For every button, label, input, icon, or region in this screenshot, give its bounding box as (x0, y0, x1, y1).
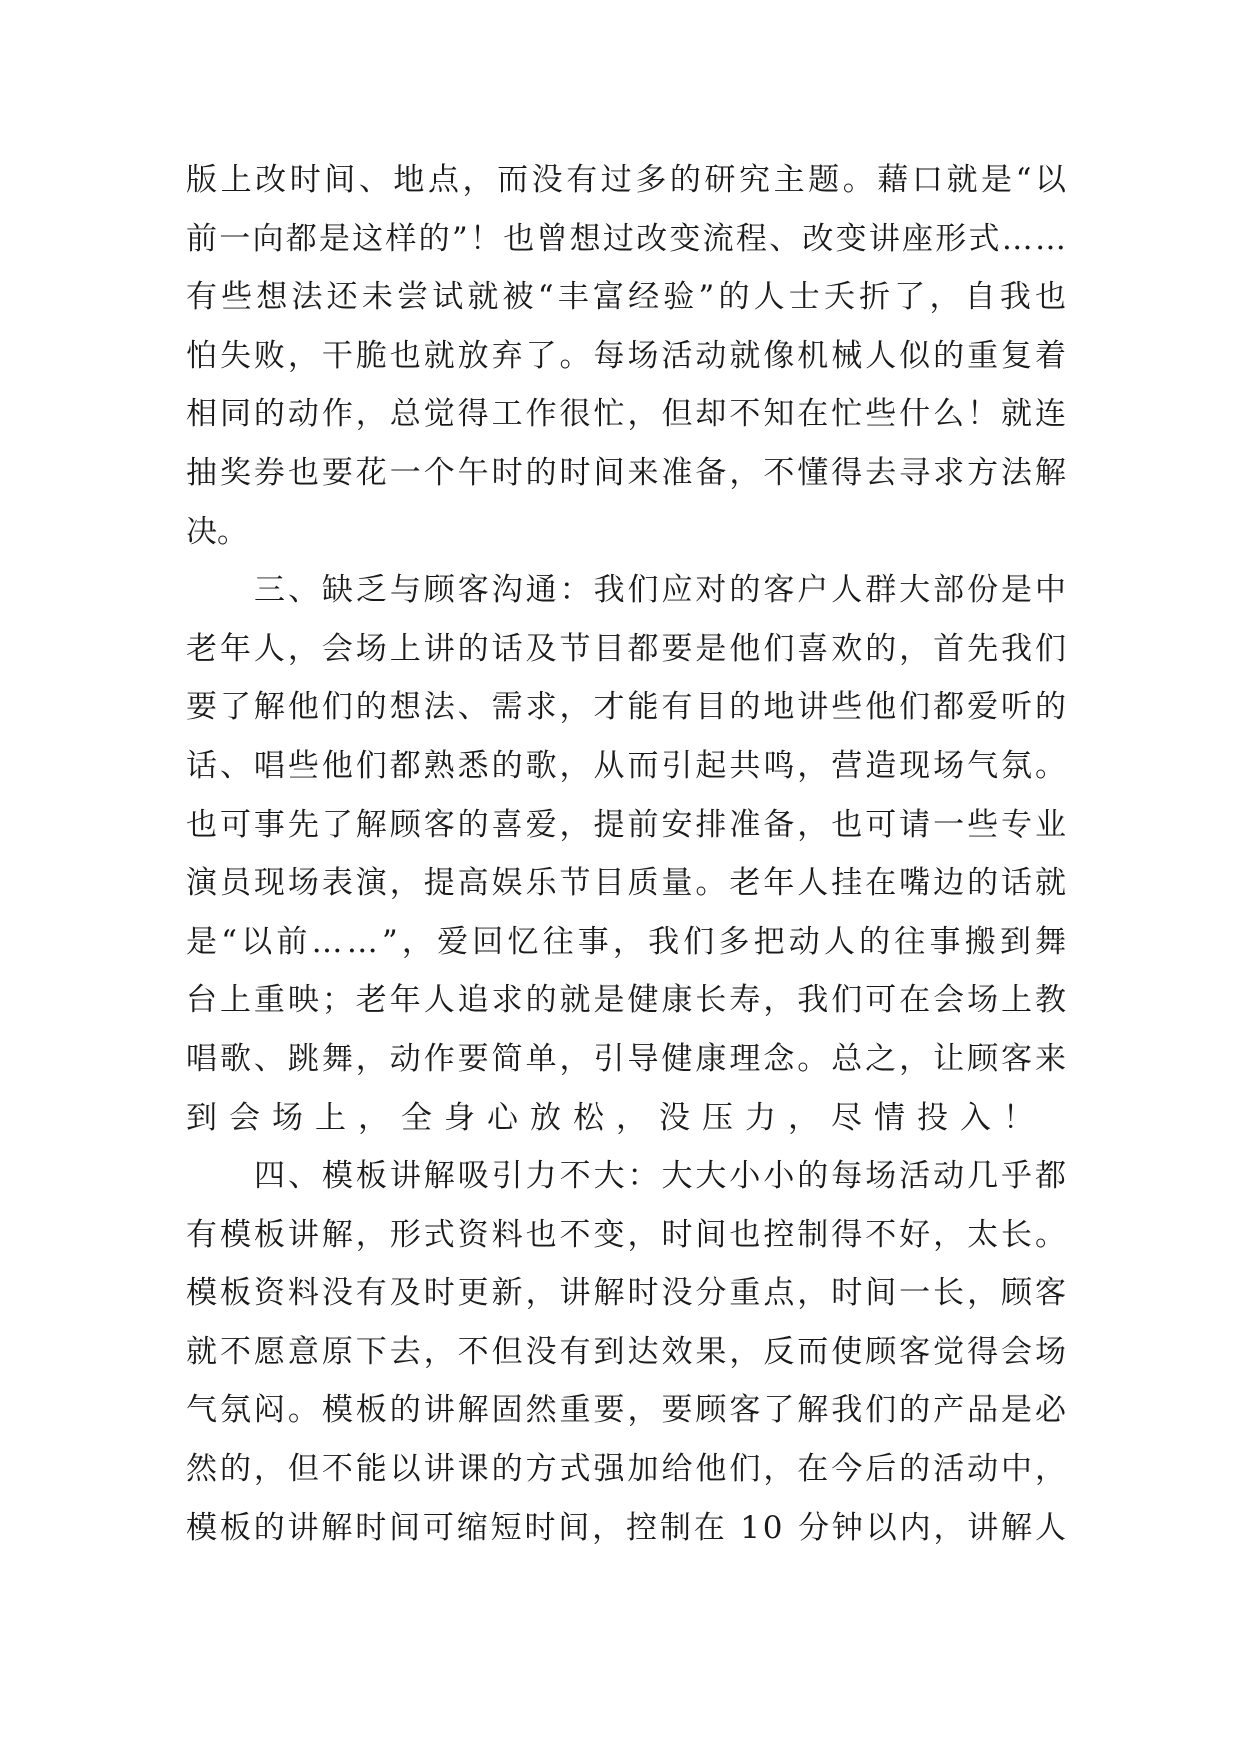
text-line: 三、缺乏与顾客沟通：我们应对的客户人群大部份是中 (254, 572, 1069, 609)
text-line: 有些想法还未尝试就被“丰富经验”的人士夭折了，自我也 (186, 279, 1071, 316)
text-line: 话、唱些他们都熟悉的歌，从而引起共鸣，营造现场气氛。 (186, 747, 1069, 784)
text-line: 就不愿意原下去，不但没有到达效果，反而使顾客觉得会场 (186, 1333, 1069, 1370)
text-line: 台上重映；老年人追求的就是健康长寿，我们可在会场上教 (186, 982, 1069, 1019)
text-line: 决。 (186, 513, 248, 550)
text-line: 到会场上，全身心放松，没压力，尽情投入！ (186, 1099, 1046, 1136)
text-line: 前一向都是这样的”！也曾想过改变流程、改变讲座形式…… (186, 220, 1069, 257)
text-line: 四、模板讲解吸引力不大：大大小小的每场活动几乎都 (254, 1158, 1069, 1195)
text-line: 抽奖券也要花一个午时的时间来准备，不懂得去寻求方法解 (186, 454, 1069, 491)
text-line: 气氛闷。模板的讲解固然重要，要顾客了解我们的产品是必 (186, 1392, 1069, 1429)
text-line: 也可事先了解顾客的喜爱，提前安排准备，也可请一些专业 (186, 806, 1069, 843)
text-line: 是“以前……”，爱回忆往事，我们多把动人的往事搬到舞 (186, 923, 1071, 960)
text-line: 唱歌、跳舞，动作要简单，引导健康理念。总之，让顾客来 (186, 1040, 1069, 1077)
text-line: 然的，但不能以讲课的方式强加给他们，在今后的活动中， (186, 1451, 1069, 1488)
body-text (186, 160, 1071, 1566)
text-line: 演员现场表演，提高娱乐节目质量。老年人挂在嘴边的话就 (186, 865, 1069, 902)
text-line: 老年人，会场上讲的话及节目都要是他们喜欢的，首先我们 (186, 630, 1069, 667)
text-line: 有模板讲解，形式资料也不变，时间也控制得不好，太长。 (186, 1216, 1069, 1253)
text-line: 相同的动作，总觉得工作很忙，但却不知在忙些什么！就连 (186, 396, 1069, 433)
text-line: 模板的讲解时间可缩短时间，控制在 10 分钟以内，讲解人 (186, 1509, 1069, 1546)
text-line: 怕失败，干脆也就放弃了。每场活动就像机械人似的重复着 (186, 337, 1069, 374)
text-line: 要了解他们的想法、需求，才能有目的地讲些他们都爱听的 (186, 689, 1069, 726)
text-line: 版上改时间、地点，而没有过多的研究主题。藉口就是“以 (186, 162, 1070, 198)
text-line: 模板资料没有及时更新，讲解时没分重点，时间一长，顾客 (186, 1275, 1069, 1312)
